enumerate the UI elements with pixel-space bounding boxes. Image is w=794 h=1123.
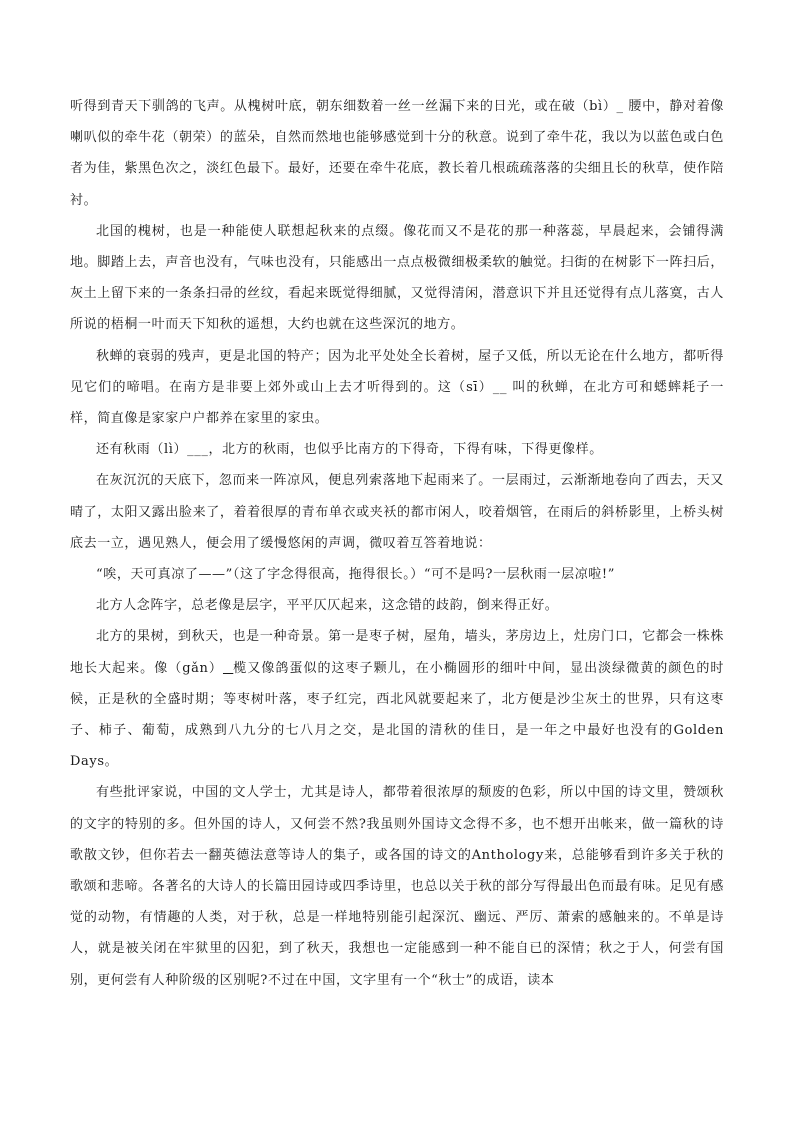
paragraph: [70, 341, 724, 435]
fill-in-blank: ___: [187, 442, 209, 458]
text-segment: ，北方的秋雨，也似乎比南方的下得奇，下得有味，下得更像样。: [208, 442, 603, 458]
text-segment: 在灰沉沉的天底下，忽而来一阵凉风，便息列索落地下起雨来了。一层雨过，云渐渐地卷向了西去，天又晴了，太阳又露出脸来了，着着很厚的青布单衣或夹袄的都市闲人，咬着烟管，在雨后的斜桥影里，上桥头树底去一立，遇见熟人，便会用了缓慢悠闲的声调，微叹着互答着地说：: [70, 473, 724, 551]
text-segment: “唉，天可真凉了——”（这了字念得很高，拖得很长。）“可不是吗?一层秋雨一层凉啦!”: [96, 567, 615, 583]
text-segment: 还有秋雨（lì）: [96, 442, 188, 458]
text-segment: 腰中，静对着像喇叭似的牵牛花（朝荣）的蓝朵，自然而然地也能够感觉到十分的秋意。说到了牵牛花，我以为以蓝色或白色者为佳，紫黑色次之，淡红色最下。最好，还要在牵牛花底，教长着几根疏疏落落的尖细且长的秋草，使作陪衬。: [70, 99, 724, 208]
text-segment: 榄又像鸽蛋似的这枣子颗儿，在小椭圆形的细叶中间，显出淡绿微黄的颜色的时候，正是秋的全盛时期；等枣树叶落，枣子红完，西北风就要起来了，北方便是沙尘灰土的世界，只有这枣子、柿子、葡萄，成熟到八九分的七八月之交，是北国的清秋的佳日，是一年之中最好也没有的Golden Days。: [70, 660, 724, 770]
text-segment: 有些批评家说，中国的文人学士，尤其是诗人，都带着很浓厚的颓废的色彩，所以中国的诗文里，赞颂秋的文字的特别的多。但外国的诗人，又何尝不然?我虽则外国诗文念得不多，也不想开出帐来，做一篇秋的诗歌散文钞，但你若去一翻英德法意等诗人的集子，或各国的诗文的Anthology来，总能够看到许多关于秋的歌颂和悲啼。各著名的大诗人的长篇田园诗或四季诗里，也总以关于秋的部分写得最出色而最有味。足见有感觉的动物，有情趣的人类，对于秋，总是一样地特别能引起深沉、幽远、严厉、萧索的感触来的。不单是诗人，就是被关闭在牢狱里的囚犯，到了秋天，我想也一定能感到一种不能自已的深情；秋之于人，何尝有国别，更何尝有人种阶级的区别呢?不过在中国，文字里有一个“秋士”的成语，读本: [70, 785, 724, 988]
fill-in-blank: __: [492, 379, 508, 395]
paragraph: [70, 590, 724, 621]
paragraph: [70, 621, 724, 777]
document-page: [70, 91, 724, 996]
paragraph: [70, 559, 724, 590]
paragraph: [70, 777, 724, 995]
text-segment: 北方人念阵字，总老像是层字，平平仄仄起来，这念错的歧韵，倒来得正好。: [96, 598, 559, 614]
paragraph: [70, 434, 724, 465]
fill-in-blank: _: [616, 99, 624, 114]
underlined-blank: [223, 661, 233, 676]
text-segment: 听得到青天下驯鸽的飞声。从槐树叶底，朝东细数着一丝一丝漏下来的日光，或在破（bì）: [70, 99, 617, 114]
text-segment: 叫的秋蝉，在北方可和蟋蟀耗子一样，简直像是家家户户都养在家里的家虫。: [70, 379, 725, 427]
text-segment: 秋蝉的衰弱的残声，更是北国的特产；因为北平处处全长着树，屋子又低，所以无论在什么地方，都听得见它们的啼唱。在南方是非要上郊外或山上去才听得到的。这（sī）: [70, 348, 724, 395]
text-segment: 北方的果树，到秋天，也是一种奇景。第一是枣子树，屋角，墙头，茅房边上，灶房门口，它都会一株株地长大起来。像（gǎn）: [70, 629, 724, 676]
paragraph: [70, 465, 724, 559]
paragraph: [70, 216, 724, 341]
text-segment: 北国的槐树，也是一种能使人联想起秋来的点缀。像花而又不是花的那一种落蕊，早晨起来，会铺得满地。脚踏上去，声音也没有，气味也没有，只能感出一点点极微细极柔软的触觉。扫街的在树影下一阵扫后，灰土上留下来的一条条扫帚的丝纹，看起来既觉得细腻，又觉得清闲，潜意识下并且还觉得有点儿落寞，古人所说的梧桐一叶而天下知秋的遥想，大约也就在这些深沉的地方。: [70, 223, 724, 333]
paragraph: [70, 91, 724, 216]
